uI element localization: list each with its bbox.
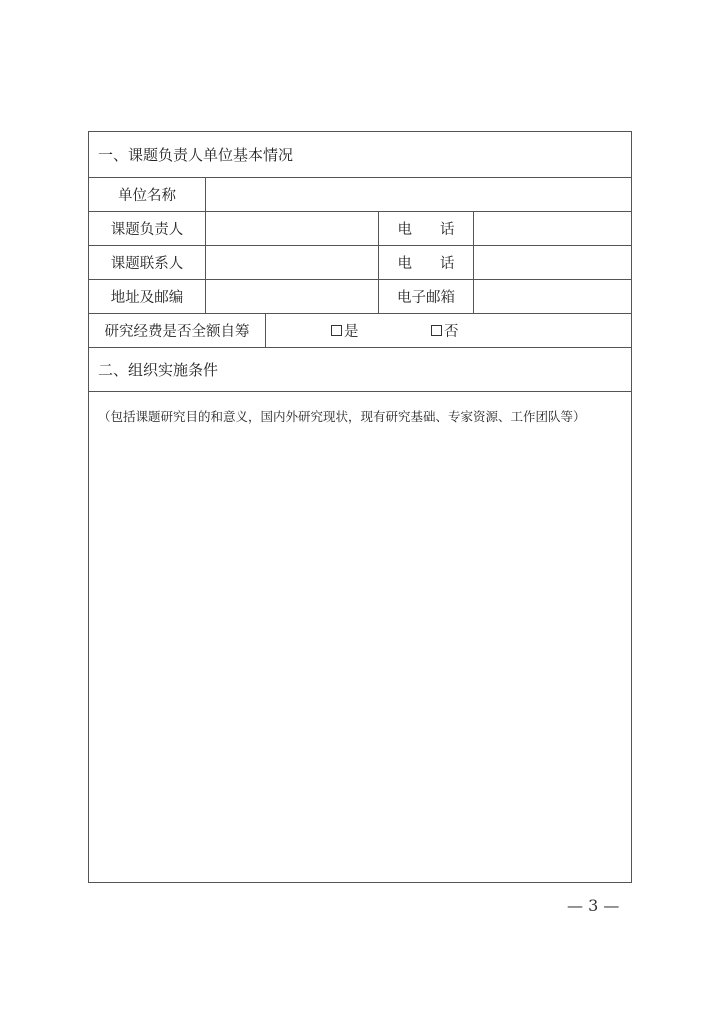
page-number: — 3 — xyxy=(567,896,620,915)
option-no-label: 否 xyxy=(444,324,459,340)
section1-header-row xyxy=(89,132,631,178)
section1-title: 一、课题负责人单位基本情况 xyxy=(98,146,294,164)
contact-field[interactable] xyxy=(206,246,378,279)
phone-field-1[interactable] xyxy=(474,212,632,245)
email-field[interactable] xyxy=(474,280,632,313)
contact-row xyxy=(89,246,631,280)
address-label: 地址及邮编 xyxy=(110,290,184,306)
option-yes[interactable] xyxy=(331,314,391,347)
section2-header-row xyxy=(89,348,631,392)
section2-title: 二、组织实施条件 xyxy=(98,361,219,379)
application-form-table xyxy=(88,131,632,883)
address-field[interactable] xyxy=(206,280,378,313)
option-yes-label: 是 xyxy=(344,324,359,340)
checkbox-yes-icon[interactable] xyxy=(331,325,342,336)
phone-field-2[interactable] xyxy=(474,246,632,279)
unit-name-row xyxy=(89,178,631,212)
section2-description: （包括课题研究目的和意义，国内外研究现状，现有研究基础、专家资源、工作团队等） xyxy=(98,409,586,424)
address-row xyxy=(89,280,631,314)
phone-label-1: 电话 xyxy=(397,222,483,238)
fund-label: 研究经费是否全额自筹 xyxy=(104,324,250,340)
option-no[interactable] xyxy=(431,314,491,347)
leader-row xyxy=(89,212,631,246)
phone-label-2: 电话 xyxy=(397,256,483,272)
unit-name-field[interactable] xyxy=(206,178,632,211)
leader-field[interactable] xyxy=(206,212,378,245)
checkbox-no-icon[interactable] xyxy=(431,325,442,336)
funding-row xyxy=(89,314,631,348)
leader-label: 课题负责人 xyxy=(110,222,184,238)
email-label: 电子邮箱 xyxy=(397,290,455,306)
contact-label: 课题联系人 xyxy=(110,256,184,272)
unit-name-label: 单位名称 xyxy=(118,188,176,204)
